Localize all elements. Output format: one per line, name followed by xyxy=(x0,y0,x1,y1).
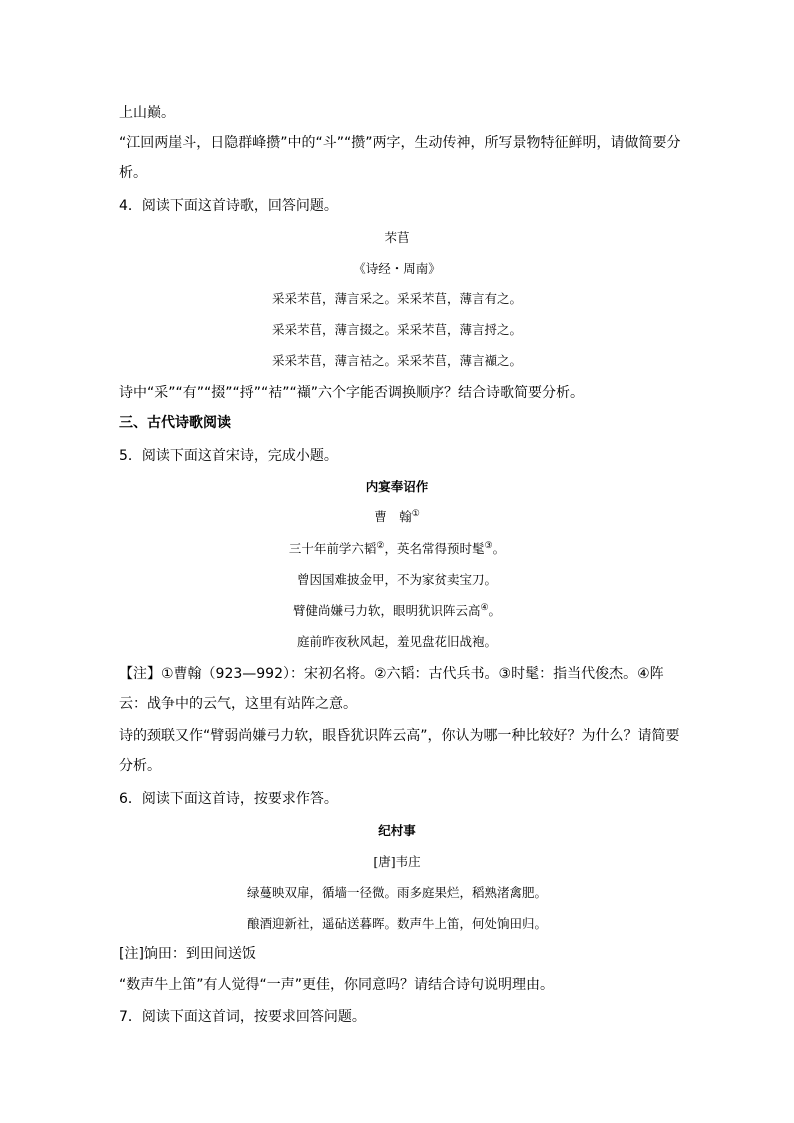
q7-prompt: 7．阅读下面这首词，按要求回答问题。 xyxy=(119,1009,366,1025)
q4-poem-title: 芣苢 xyxy=(384,230,410,245)
q4-poem-source: 《诗经・周南》 xyxy=(353,261,441,276)
q6-note: [注]饷田：到田间送饭 xyxy=(119,946,256,962)
q6-poem-line: 酿酒迎新社，遥砧送暮晖。数声牛上笛，何处饷田归。 xyxy=(246,916,547,931)
q6-poem-author: [唐]韦庄 xyxy=(373,854,421,869)
q5-prompt: 5．阅读下面这首宋诗，完成小题。 xyxy=(119,448,338,464)
q5-poem-line: 庭前昨夜秋风起，羞见盘花旧战袍。 xyxy=(296,634,497,649)
intro-line: “江回两崖斗，日隐群峰攒”中的“斗”“攒”两字，生动传神，所写景物特征鲜明，请做简要分 xyxy=(119,135,681,151)
q5-note: 云：战争中的云气，这里有站阵之意。 xyxy=(119,696,357,712)
q6-question: “数声牛上笛”有人觉得“一声”更佳，你同意吗？请结合诗句说明理由。 xyxy=(119,977,555,993)
intro-line: 上山巅。 xyxy=(119,105,175,121)
q5-poem-title: 内宴奉诏作 xyxy=(365,479,429,494)
q4-question: 诗中“采”“有”“掇”“捋”“袺”“襭”六个字能否调换顺序？结合诗歌简要分析。 xyxy=(119,385,585,401)
q4-poem-line: 采采芣苢，薄言采之。采采芣苢，薄言有之。 xyxy=(271,291,522,306)
section-heading: 三、古代诗歌阅读 xyxy=(119,415,231,431)
q4-poem-line: 采采芣苢，薄言掇之。采采芣苢，薄言捋之。 xyxy=(271,322,522,337)
q6-prompt: 6．阅读下面这首诗，按要求作答。 xyxy=(119,791,338,807)
intro-line: 析。 xyxy=(119,165,147,181)
q4-poem-line: 采采芣苢，薄言袺之。采采芣苢，薄言襭之。 xyxy=(271,353,522,368)
q5-poem-line: 曾因国难披金甲，不为家贫卖宝刀。 xyxy=(296,572,497,587)
q5-poem-line: 臂健尚嫌弓力软，眼明犹识阵云高④。 xyxy=(292,602,502,618)
q5-question: 分析。 xyxy=(119,758,161,774)
q4-prompt: 4．阅读下面这首诗歌，回答问题。 xyxy=(119,198,338,214)
q5-question: 诗的颈联又作“臂弱尚嫌弓力软，眼昏犹识阵云高”，你认为哪一种比较好？为什么？请简要 xyxy=(119,728,680,744)
q6-poem-title: 纪村事 xyxy=(378,823,416,838)
q5-note: 【注】①曹翰（923—992）：宋初名将。②六韬：古代兵书。③时髦：指当代俊杰。④阵 xyxy=(119,666,664,682)
q6-poem-line: 绿蔓映双扉，循墙一径微。雨多庭果烂，稻熟渚禽肥。 xyxy=(246,885,547,900)
q5-poem-author: 曹 翰① xyxy=(374,508,420,524)
q5-poem-line: 三十年前学六韬②，英名常得预时髦③。 xyxy=(288,540,506,556)
